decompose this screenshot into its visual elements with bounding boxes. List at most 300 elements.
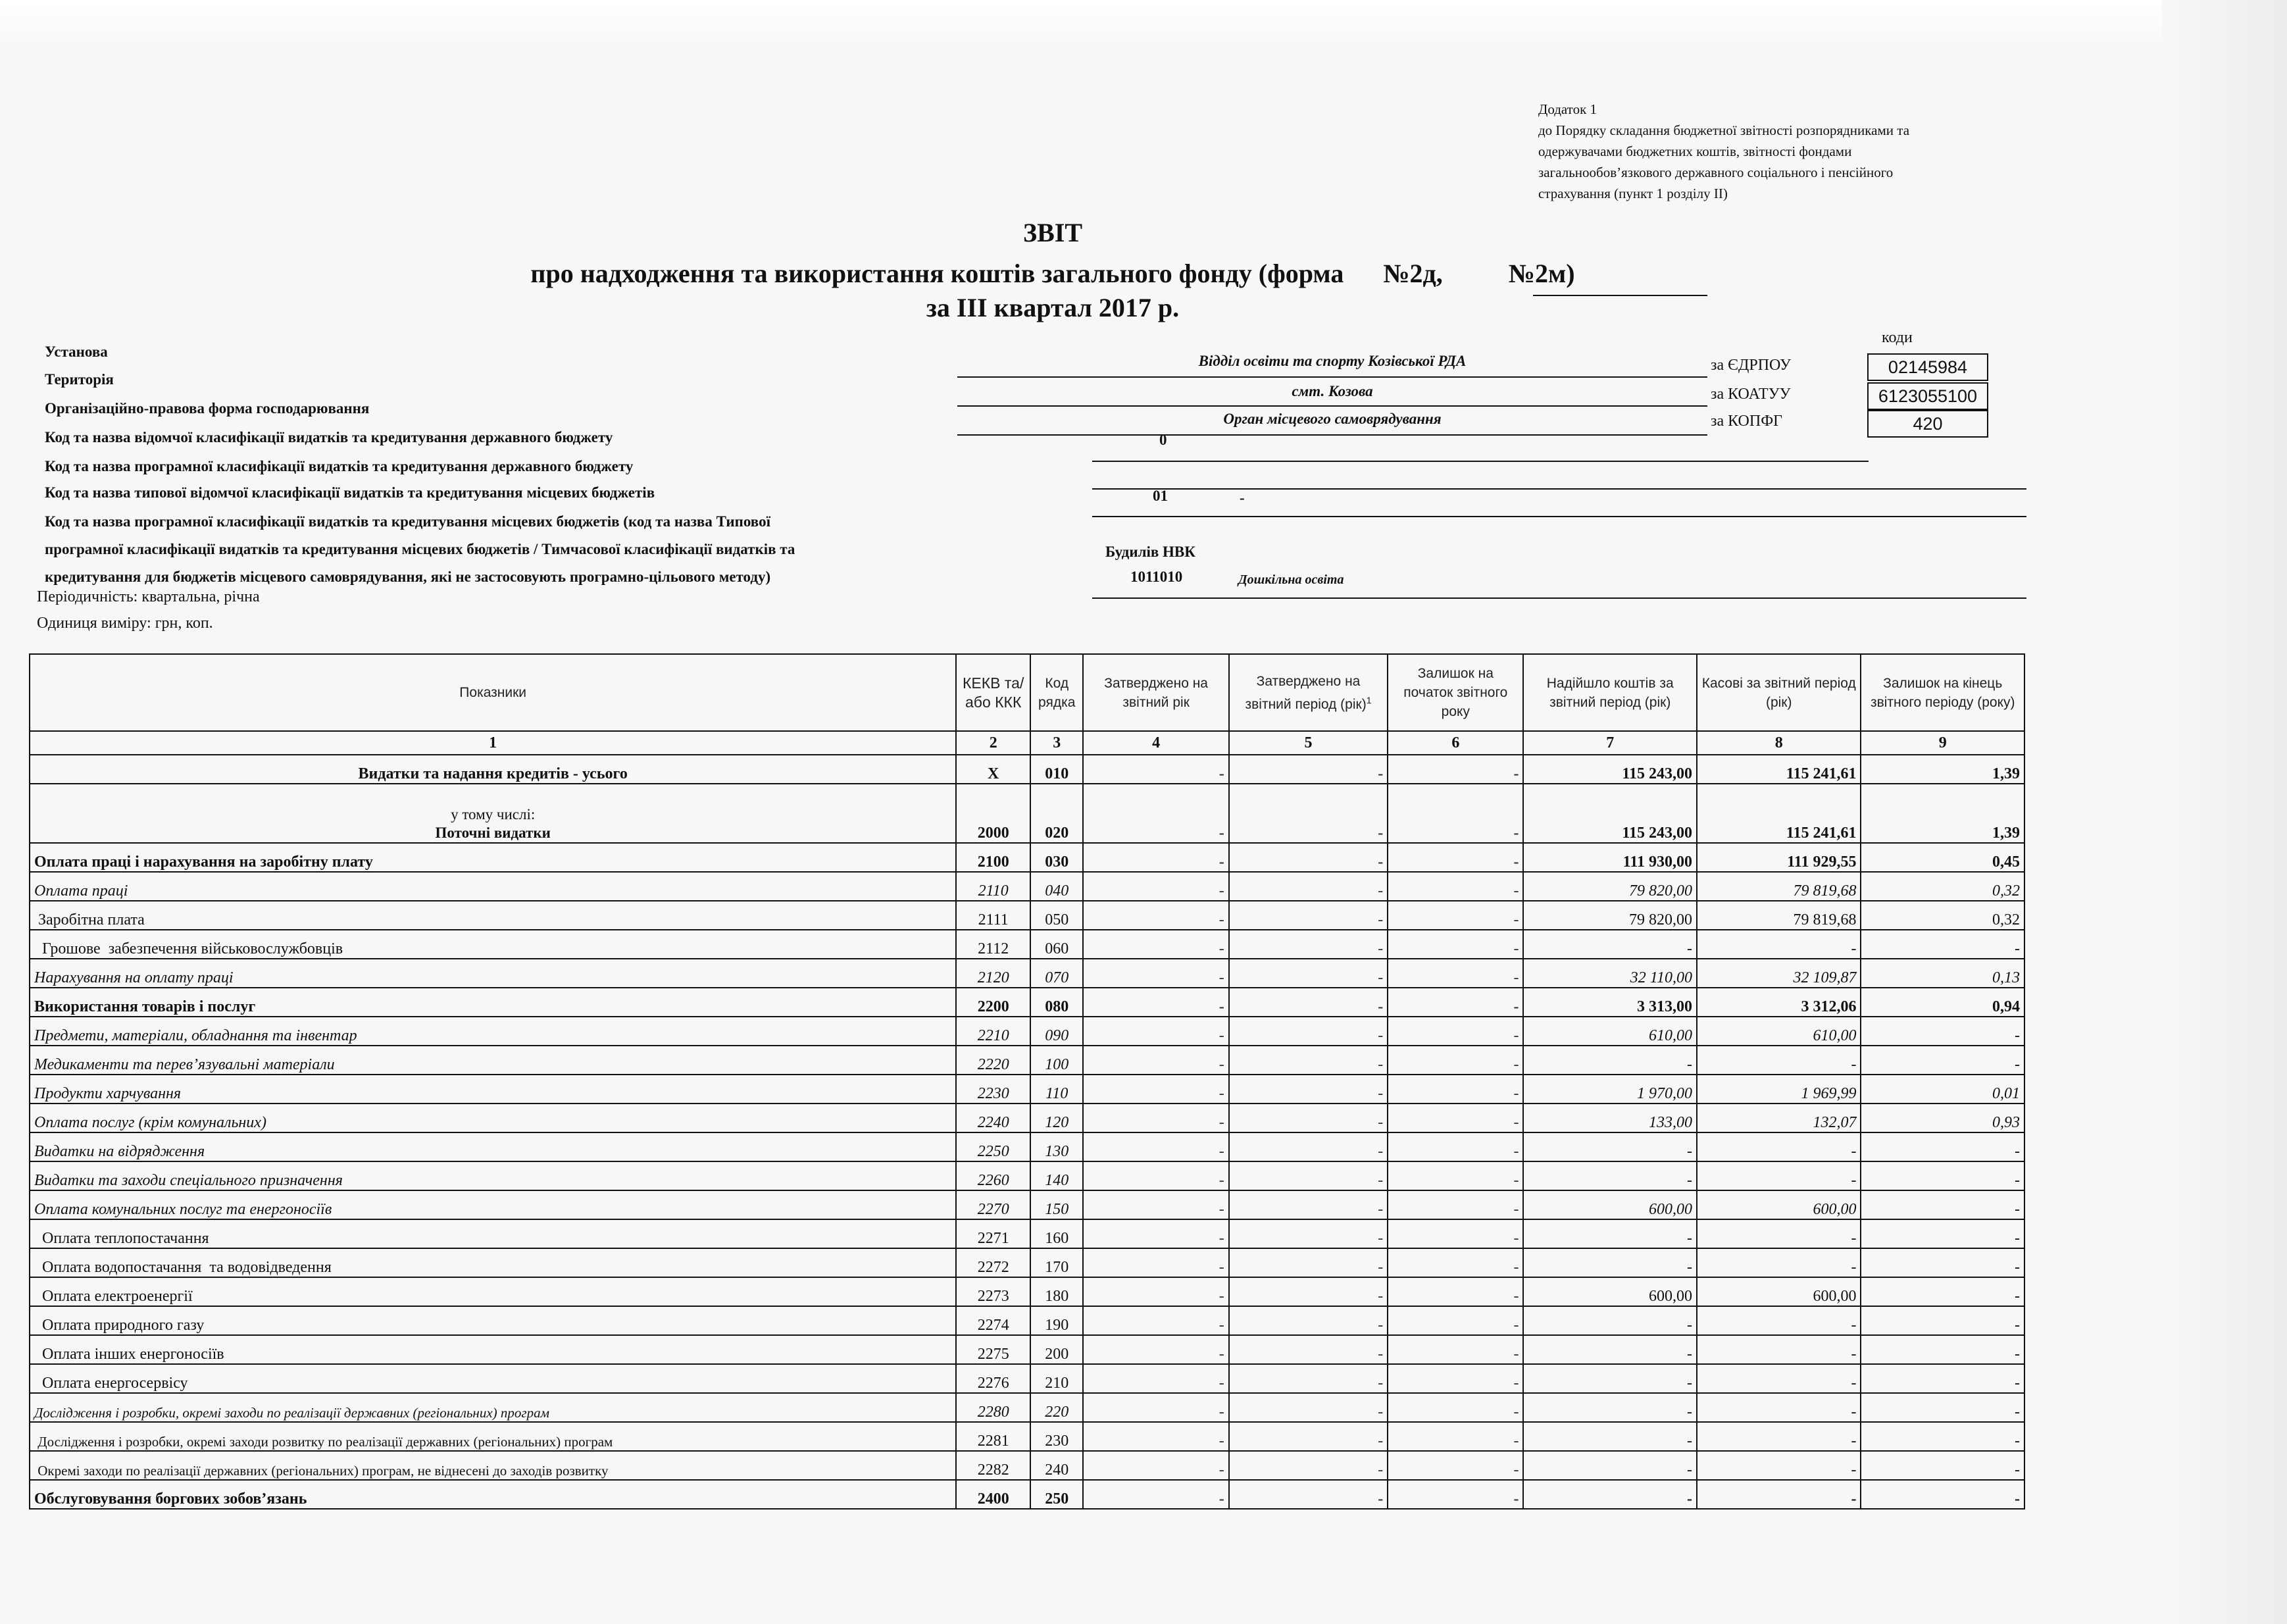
row-balance-start: - [1388,1277,1523,1306]
row-approved-year: - [1083,1422,1228,1451]
row-kekv: 2230 [956,1075,1030,1104]
table-row [30,1277,2024,1306]
row-name: Дослідження і розробки, окремі заходи по реалізації державних (регіональних) програм [30,1393,956,1422]
row-received: - [1523,1219,1697,1248]
table-row [30,872,2024,901]
col-header-approved-period [1229,654,1388,731]
row-cash: 1 969,99 [1697,1075,1861,1104]
row-balance-end: - [1861,1277,2024,1306]
row-balance-end: - [1861,1161,2024,1190]
row-name: Обслуговування боргових зобов’язань [30,1480,956,1509]
row-balance-end: 0,45 [1861,843,2024,872]
table-row [30,1161,2024,1190]
col-number: 3 [1030,731,1083,755]
row-cash: 3 312,06 [1697,988,1861,1017]
row-kekv: X [956,755,1030,784]
table-row [30,930,2024,959]
row-kekv: 2270 [956,1190,1030,1219]
row-kekv: 2000 [956,784,1030,843]
row-cash: 32 109,87 [1697,959,1861,988]
row-name: Оплата енергосервісу [30,1364,956,1393]
row-name: Продукти харчування [30,1075,956,1104]
row-balance-end: - [1861,1364,2024,1393]
table-row [30,1075,2024,1104]
row-balance-start: - [1388,1161,1523,1190]
edrpou-label: за ЄДРПОУ [1711,357,1792,374]
row-name: Оплата комунальних послуг та енергоносіїв [30,1190,956,1219]
row-approved-period: - [1229,1017,1388,1046]
row-received: - [1523,1161,1697,1190]
row-kekv: 2240 [956,1104,1030,1132]
row-received: - [1523,1393,1697,1422]
row-name: Дослідження і розробки, окремі заходи розвитку по реалізації державних (регіональних) програм [30,1422,956,1451]
row-name: Окремі заходи по реалізації державних (регіональних) програм, не віднесені до заходів розвитку [30,1451,956,1480]
row-cash: - [1697,1364,1861,1393]
row-kekv: 2280 [956,1393,1030,1422]
row-name: Оплата водопостачання та водовідведення [30,1248,956,1277]
row-balance-start: - [1388,1248,1523,1277]
koatuu-code: 6123055100 [1867,382,1988,410]
row-kekv: 2111 [956,901,1030,930]
row-kekv: 2250 [956,1132,1030,1161]
row-approved-year: - [1083,1393,1228,1422]
col-header-balance-end: Залишок на кінець звітного періоду (року) [1861,654,2024,731]
row-approved-period: - [1229,1132,1388,1161]
row-name: Оплата праці і нарахування на заробітну плату [30,843,956,872]
row-balance-end: - [1861,1335,2024,1364]
table-row [30,1046,2024,1075]
row-received: 133,00 [1523,1104,1697,1132]
legal-form-underline [957,434,1707,436]
row-balance-start: - [1388,1046,1523,1075]
row-approved-year: - [1083,1104,1228,1132]
table-row [30,1219,2024,1248]
col-header-kekv: КЕКВ та/або ККК [956,654,1030,731]
row-kekv: 2120 [956,959,1030,988]
col-number: 5 [1229,731,1388,755]
row-received: 1 970,00 [1523,1075,1697,1104]
row-approved-period: - [1229,1161,1388,1190]
territory-label: Територія [45,371,114,388]
row-code: 070 [1030,959,1083,988]
row-approved-period: - [1229,1480,1388,1509]
row-approved-period: - [1229,1393,1388,1422]
dept-class-state-value: 0 [1159,432,1167,448]
row-approved-year: - [1083,1364,1228,1393]
row-received: - [1523,1364,1697,1393]
row-balance-start: - [1388,1480,1523,1509]
row-approved-period: - [1229,1046,1388,1075]
row-received: 32 110,00 [1523,959,1697,988]
row-approved-period: - [1229,901,1388,930]
row-code: 220 [1030,1393,1083,1422]
row-approved-year: - [1083,1248,1228,1277]
row-approved-period: - [1229,1104,1388,1132]
table-row [30,1132,2024,1161]
col-number: 2 [956,731,1030,755]
row-code: 050 [1030,901,1083,930]
row-approved-year: - [1083,1451,1228,1480]
row-approved-period: - [1229,959,1388,988]
table-row [30,843,2024,872]
row-code: 040 [1030,872,1083,901]
row-code: 250 [1030,1480,1083,1509]
row-name: Оплата теплопостачання [30,1219,956,1248]
row-approved-year: - [1083,1161,1228,1190]
row-name: Оплата інших енергоносіїв [30,1335,956,1364]
row-code: 240 [1030,1451,1083,1480]
row-balance-start: - [1388,1190,1523,1219]
report-title: ЗВІТ [1022,218,1083,247]
row-received: 115 243,00 [1523,755,1697,784]
row-kekv: 2210 [956,1017,1030,1046]
row-kekv: 2260 [956,1161,1030,1190]
row-balance-start: - [1388,1075,1523,1104]
row-cash: - [1697,930,1861,959]
row-name: Заробітна плата [30,901,956,930]
row-received: - [1523,1480,1697,1509]
dept-class-state-underline [1092,461,1869,462]
row-cash: 115 241,61 [1697,784,1861,843]
prog-local-value-desc: Дошкільна освіта [1238,572,1344,587]
row-balance-start: - [1388,1219,1523,1248]
row-name: Видатки та заходи спеціального призначення [30,1161,956,1190]
row-kekv: 2276 [956,1364,1030,1393]
row-balance-end: - [1861,1046,2024,1075]
prog-class-state-underline [1092,488,2026,490]
row-balance-start: - [1388,872,1523,901]
row-balance-end: 0,01 [1861,1075,2024,1104]
periodicity: Періодичність: квартальна, річна [37,588,260,605]
row-balance-start: - [1388,930,1523,959]
col-header-received: Надійшло коштів за звітний період (рік) [1523,654,1697,731]
table-row [30,1422,2024,1451]
row-received: - [1523,1046,1697,1075]
row-balance-start: - [1388,959,1523,988]
row-approved-year: - [1083,959,1228,988]
row-cash: - [1697,1422,1861,1451]
row-name: Оплата природного газу [30,1306,956,1335]
row-balance-end: - [1861,1422,2024,1451]
row-name: Видатки та надання кредитів - усього [30,755,956,784]
institution-underline [957,376,1707,378]
col-number: 9 [1861,731,2024,755]
row-cash: - [1697,1248,1861,1277]
institution-value: Відділ освіти та спорту Козівської РДА [1198,353,1467,369]
annex-line: страхування (пункт 1 розділу II) [1538,186,1728,201]
territory-underline [957,405,1707,407]
typ-dept-local-dash: - [1240,490,1245,506]
table-body [30,843,2024,1509]
row-cash: 79 819,68 [1697,901,1861,930]
dept-class-state-label: Код та назва відомчої класифікації видатків та кредитування державного бюджету [45,429,613,445]
row-balance-end: - [1861,1248,2024,1277]
report-period: за III квартал 2017 р. [926,293,1180,322]
table-row [30,1017,2024,1046]
row-approved-period: - [1229,930,1388,959]
row-name: Використання товарів і послуг [30,988,956,1017]
row-cash: 600,00 [1697,1190,1861,1219]
row-balance-start: - [1388,784,1523,843]
row-kekv: 2273 [956,1277,1030,1306]
annex-note [1538,99,2065,204]
row-balance-end: 0,13 [1861,959,2024,988]
row-cash: 610,00 [1697,1017,1861,1046]
row-received: 115 243,00 [1523,784,1697,843]
row-balance-start: - [1388,1422,1523,1451]
row-received: 111 930,00 [1523,843,1697,872]
row-approved-period: - [1229,1422,1388,1451]
row-balance-start: - [1388,988,1523,1017]
row-balance-start: - [1388,1306,1523,1335]
row-kekv: 2275 [956,1335,1030,1364]
row-kekv: 2200 [956,988,1030,1017]
row-received: 79 820,00 [1523,872,1697,901]
row-approved-year: - [1083,1306,1228,1335]
prog-local-label-1: Код та назва програмної класифікації видатків та кредитування місцевих бюджетів (код та назва Типової [45,513,770,530]
row-balance-end: 0,32 [1861,872,2024,901]
row-approved-period: - [1229,1190,1388,1219]
table-row [30,959,2024,988]
prog-local-value-code: 1011010 [1130,569,1183,585]
row-balance-end: 1,39 [1861,755,2024,784]
table-row [30,1364,2024,1393]
table-row [30,988,2024,1017]
row-code: 060 [1030,930,1083,959]
legal-form-value: Орган місцевого самоврядування [1223,411,1442,427]
column-numbers-row [30,731,2024,755]
legal-form-label: Організаційно-правова форма господарювання [45,400,370,417]
table-row-current [30,784,2024,843]
row-code: 210 [1030,1364,1083,1393]
row-approved-period: - [1229,1335,1388,1364]
row-code: 120 [1030,1104,1083,1132]
table-row-total [30,755,2024,784]
row-cash: - [1697,1480,1861,1509]
annex-line: до Порядку складання бюджетної звітності розпорядниками та [1538,122,1910,138]
row-balance-end: - [1861,1480,2024,1509]
col-number: 6 [1388,731,1523,755]
row-approved-period: - [1229,872,1388,901]
report-table [29,653,2025,1510]
prog-class-state-label: Код та назва програмної класифікації видатків та кредитування державного бюджету [45,458,634,474]
row-kekv: 2110 [956,872,1030,901]
row-approved-year: - [1083,1190,1228,1219]
row-balance-end: - [1861,1190,2024,1219]
footnote-mark: 1 [1366,694,1372,705]
row-received: - [1523,1306,1697,1335]
row-cash: - [1697,1219,1861,1248]
prog-local-label-2: програмної класифікації видатків та кредитування місцевих бюджетів / Тимчасової класифікації видатків та [45,541,795,557]
territory-value: смт. Козова [1292,383,1373,399]
koatuu-label: за КОАТУУ [1711,386,1791,403]
row-approved-year: - [1083,1219,1228,1248]
row-code: 010 [1030,755,1083,784]
edrpou-code: 02145984 [1867,353,1988,381]
row-received: 79 820,00 [1523,901,1697,930]
institution-label: Установа [45,343,108,360]
row-code: 170 [1030,1248,1083,1277]
row-kekv: 2220 [956,1046,1030,1075]
row-received: - [1523,1422,1697,1451]
row-prefix: у тому числі: [451,806,536,823]
annex-line: загальнообов’язкового державного соціального і пенсійного [1538,165,1894,180]
col-header-approved-period-text: Затверджено на звітний період (рік) [1245,673,1367,712]
row-balance-end: - [1861,1219,2024,1248]
row-cash: - [1697,1393,1861,1422]
col-number: 1 [30,731,956,755]
codes-label: коди [1882,329,1913,346]
row-balance-end: - [1861,1017,2024,1046]
prog-local-underline [1092,597,2026,599]
row-balance-start: - [1388,901,1523,930]
row-approved-year: - [1083,1075,1228,1104]
row-approved-period: - [1229,1075,1388,1104]
row-approved-period: - [1229,1306,1388,1335]
row-balance-start: - [1388,843,1523,872]
col-header-cash: Касові за звітний період (рік) [1697,654,1861,731]
row-cash: - [1697,1046,1861,1075]
row-approved-year: - [1083,755,1228,784]
annex-line: одержувачами бюджетних коштів, звітності фондами [1538,143,1852,159]
row-name: Медикаменти та перев’язувальні матеріали [30,1046,956,1075]
row-kekv: 2112 [956,930,1030,959]
col-number: 4 [1083,731,1228,755]
table-row [30,1190,2024,1219]
typ-dept-local-underline [1092,516,2026,517]
row-cash: - [1697,1161,1861,1190]
row-name [30,784,956,843]
row-approved-period: - [1229,784,1388,843]
kopfg-label: за КОПФГ [1711,413,1783,430]
row-name: Грошове забезпечення військовослужбовців [30,930,956,959]
row-balance-start: - [1388,1451,1523,1480]
row-cash: 79 819,68 [1697,872,1861,901]
col-number: 8 [1697,731,1861,755]
row-cash: 111 929,55 [1697,843,1861,872]
table-row [30,1104,2024,1132]
row-approved-year: - [1083,988,1228,1017]
row-received: 600,00 [1523,1277,1697,1306]
row-approved-year: - [1083,1132,1228,1161]
col-header-indicators: Показники [30,654,956,731]
row-approved-year: - [1083,1335,1228,1364]
prog-local-label-3: кредитування для бюджетів місцевого самоврядування, які не застосовують програмно-цільового методу) [45,569,771,585]
row-cash: 600,00 [1697,1277,1861,1306]
row-name: Предмети, матеріали, обладнання та інвентар [30,1017,956,1046]
table-row [30,1480,2024,1509]
row-approved-year: - [1083,1277,1228,1306]
row-code: 190 [1030,1306,1083,1335]
row-code: 230 [1030,1422,1083,1451]
table-row [30,1393,2024,1422]
row-approved-period: - [1229,1248,1388,1277]
row-received: - [1523,1248,1697,1277]
row-balance-end: 1,39 [1861,784,2024,843]
row-name: Видатки на відрядження [30,1132,956,1161]
row-balance-end: 0,93 [1861,1104,2024,1132]
row-cash: - [1697,1132,1861,1161]
row-balance-start: - [1388,1132,1523,1161]
row-code: 100 [1030,1046,1083,1075]
row-approved-period: - [1229,1364,1388,1393]
row-received: - [1523,1132,1697,1161]
row-kekv: 2100 [956,843,1030,872]
row-cash: - [1697,1451,1861,1480]
row-approved-year: - [1083,930,1228,959]
row-balance-start: - [1388,1335,1523,1364]
row-received: - [1523,1451,1697,1480]
row-name: Нарахування на оплату праці [30,959,956,988]
row-cash: 132,07 [1697,1104,1861,1132]
table-row [30,1335,2024,1364]
row-code: 080 [1030,988,1083,1017]
row-received: - [1523,930,1697,959]
row-cash: 115 241,61 [1697,755,1861,784]
table-row [30,1306,2024,1335]
unit: Одиниця виміру: грн, коп. [37,615,213,632]
table-row [30,901,2024,930]
row-name: Оплата електроенергії [30,1277,956,1306]
annex-line: Додаток 1 [1538,101,1597,117]
row-code: 180 [1030,1277,1083,1306]
row-approved-period: - [1229,755,1388,784]
row-approved-year: - [1083,843,1228,872]
typ-dept-local-value: 01 [1153,488,1168,504]
row-balance-start: - [1388,1393,1523,1422]
row-name: Оплата послуг (крім комунальних) [30,1104,956,1132]
col-number: 7 [1523,731,1697,755]
row-received: - [1523,1335,1697,1364]
row-kekv: 2271 [956,1219,1030,1248]
row-approved-year: - [1083,1480,1228,1509]
row-code: 140 [1030,1161,1083,1190]
row-code: 150 [1030,1190,1083,1219]
row-balance-end: - [1861,1393,2024,1422]
row-name-text: Поточні видатки [435,825,551,841]
row-balance-start: - [1388,1017,1523,1046]
table-row [30,1451,2024,1480]
typ-dept-local-label: Код та назва типової відомчої класифікації видатків та кредитування місцевих бюджетів [45,484,655,501]
row-kekv: 2400 [956,1480,1030,1509]
row-kekv: 2282 [956,1451,1030,1480]
row-balance-start: - [1388,755,1523,784]
kopfg-code: 420 [1867,410,1988,438]
row-code: 030 [1030,843,1083,872]
row-approved-year: - [1083,784,1228,843]
row-approved-period: - [1229,1219,1388,1248]
row-balance-end: 0,94 [1861,988,2024,1017]
row-kekv: 2272 [956,1248,1030,1277]
table-row [30,1248,2024,1277]
row-balance-start: - [1388,1364,1523,1393]
report-subtitle: про надходження та використання коштів загального фонду (форма №2д, №2м) [530,259,1575,288]
row-code: 130 [1030,1132,1083,1161]
paper-right-edge [2162,0,2287,1624]
row-approved-year: - [1083,872,1228,901]
row-received: 610,00 [1523,1017,1697,1046]
row-approved-period: - [1229,1277,1388,1306]
row-balance-end: 0,32 [1861,901,2024,930]
row-approved-year: - [1083,1017,1228,1046]
paper-top-edge [0,0,2287,53]
col-header-approved-year: Затверджено на звітний рік [1083,654,1228,731]
row-balance-end: - [1861,930,2024,959]
row-balance-end: - [1861,1132,2024,1161]
row-code: 200 [1030,1335,1083,1364]
row-cash: - [1697,1335,1861,1364]
row-approved-period: - [1229,1451,1388,1480]
